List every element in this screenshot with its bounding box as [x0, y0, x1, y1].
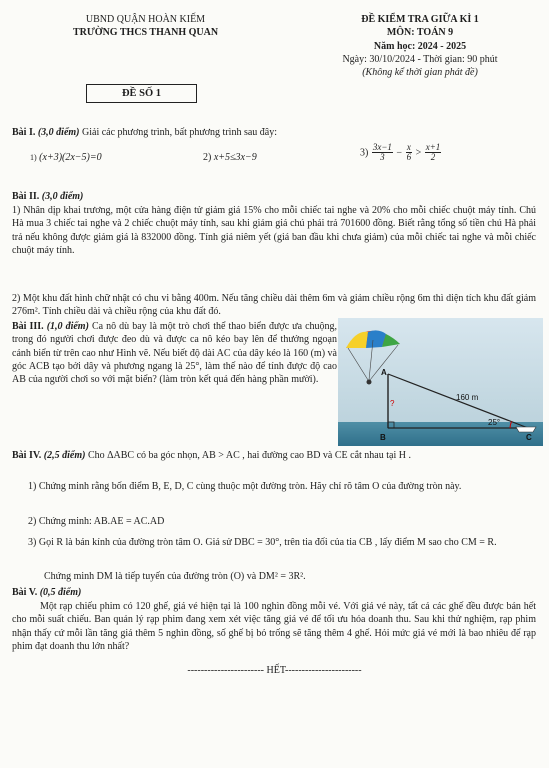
bai2-part2: 2) Một khu đất hình chữ nhật có chu vi bằng 400m. Nếu tăng chiều dài thêm 6m và giảm chiều rộng 6m thì diện tích khu đất giảm 276m². Tính chiều dài và chiều rộng của khu đất đó. [12, 293, 536, 318]
end-marker: ----------------------- HẾT----------------------- [187, 665, 362, 676]
fraction-1 [372, 143, 393, 163]
bai3-text: Ca nô dù bay là một trò chơi thể thao biển được ưa chuộng, trong đó người chơi được đeo dù và được ca nô kéo bay lên để thưởng ngoạn cảnh biển từ trên cao như Hình vẽ. Nếu biết độ dài AC của dây kéo là 160 (m) và góc ACB tạo bởi dây và phương ngang là 25°, làm thế nào để tính được độ cao AB của người chơi so với mặt biển? (làm tròn kết quả đến hàng phần mười). [12, 321, 338, 386]
bai4-heading [12, 449, 537, 462]
inequality: x+5≤3x−9 [213, 152, 257, 163]
fraction-2 [406, 143, 413, 163]
header-left [58, 13, 233, 40]
angle-label: 25° [488, 418, 501, 427]
item-label: 1) [28, 481, 37, 492]
bai2-heading [12, 190, 83, 203]
school-name: TRƯỜNG THCS THANH QUAN [72, 27, 219, 39]
exam-code-box: ĐỀ SỐ 1 [86, 84, 197, 103]
numerator: 3x−1 [372, 142, 392, 152]
greater-sign: > [415, 147, 422, 159]
bai3-block [12, 320, 337, 386]
label-A: A [381, 368, 387, 377]
bai3-points: (1,0 điểm) [46, 321, 89, 332]
equation: (x+3)(2x−5)=0 [39, 152, 102, 163]
bai5-title: Bài V. [12, 587, 38, 598]
height-question-mark: ? [390, 399, 395, 408]
label-C: C [526, 433, 532, 442]
bai5-text: Một rạp chiếu phim có 120 ghế, giá vé hiện tại là 100 nghìn đồng mỗi vé. Với giá vé này, tất cả các ghế đều được bán hết cho mỗi suất chiếu. Ban quản lý rạp phim đang xem xét việc tăng giá vé để tối ưu hóa doanh thu. Sau khi thử nghiệm, rạp phim nhận thấy cứ mỗi lần tăng giá thêm 5 nghìn đồng, số ghế bị bỏ trống sẽ tăng thêm 4 ghế. Hỏi mức giá vé mới là bao nhiêu để rạp phim đạt doanh thu lớn nhất? [12, 601, 536, 652]
bai1-item-1 [30, 151, 102, 164]
item-text: Gọi R là bán kính của đường tròn tâm O. Giả sử DBC = 30°, trên tia đối của tia CB , lấy điểm M sao cho CM = R. [38, 537, 497, 548]
bai4-item-3 [28, 536, 538, 549]
bai2-part1: 1) Nhân dịp khai trương, một cửa hàng điện tử giảm giá 15% cho mỗi chiếc tai nghe và 20% cho mỗi chiếc chuột máy tính. Chú Hà mua 3 chiếc tai nghe và 2 chiếc chuột máy tính, sau khi giảm giá chú phải trả 701600 đồng. Biết rằng tổng số tiền chú Hà phải trả nếu không được giảm giá là 832000 đồng. Tính giá niêm yết (giá ban đầu khi chưa giảm) của mỗi chiếc tai nghe và mỗi chiếc chuột máy tính. [12, 205, 536, 256]
bai4-intro: Cho ΔABC có ba góc nhọn, AB > AC , hai đường cao BD và CE cắt nhau tại H . [87, 450, 411, 461]
item-label: 3) [360, 147, 369, 159]
district-name: UBND QUẬN HOÀN KIẾM [85, 14, 206, 25]
subject: MÔN: TOÁN 9 [386, 27, 454, 39]
numerator: x+1 [425, 142, 441, 152]
bai4-item-1 [28, 480, 538, 493]
bai4-points: (2,5 điểm) [43, 450, 86, 461]
bai1-item-2 [203, 151, 257, 164]
item-label: 1) [30, 153, 37, 162]
bai3-title: Bài III. [12, 321, 44, 332]
fraction-3 [425, 143, 442, 163]
bai1-prompt: Giải các phương trình, bất phương trình sau đây: [82, 127, 277, 138]
item-label: 3) [28, 537, 37, 548]
label-B: B [380, 433, 386, 442]
item-text: Chứng minh rằng bốn điểm B, E, D, C cùng thuộc một đường tròn. Hãy chỉ rõ tâm O của đường tròn này. [38, 481, 462, 492]
date-time: Ngày: 30/10/2024 - Thời gian: 90 phút [342, 53, 498, 65]
exam-title: ĐỀ KIỂM TRA GIỮA KÌ 1 [361, 14, 479, 25]
bai4-item-3-part2: Chứng minh DM là tiếp tuyến của đường tròn (O) và DM² = 3R². [44, 571, 306, 582]
header-right [300, 13, 540, 79]
bai1-points: (3,0 điểm) [37, 127, 80, 138]
time-note: (Không kể thời gian phát đề) [362, 67, 478, 79]
parasailing-figure [338, 318, 543, 446]
school-year: Năm học: 2024 - 2025 [373, 40, 467, 52]
bai1-title: Bài I. [12, 127, 36, 138]
bai4-item-2 [28, 515, 538, 528]
bai1-heading [12, 126, 537, 139]
denominator: 2 [430, 152, 436, 163]
item-label: 2) [203, 152, 212, 163]
item-text: Chứng minh: AB.AE = AC.AD [38, 516, 165, 527]
sea [338, 422, 543, 446]
bai5-points: (0,5 điểm) [39, 587, 82, 598]
boat-icon [516, 427, 536, 432]
bai2-points: (3,0 điểm) [41, 191, 84, 202]
bai2-title: Bài II. [12, 191, 40, 202]
bai5-heading [12, 586, 81, 599]
item-label: 2) [28, 516, 37, 527]
numerator: x [406, 142, 411, 152]
minus-sign: − [396, 147, 403, 159]
denominator: 6 [406, 152, 412, 163]
denominator: 3 [380, 152, 385, 163]
length-label: 160 m [456, 393, 479, 402]
bai4-title: Bài IV. [12, 450, 42, 461]
bai1-item-3 [360, 143, 442, 163]
